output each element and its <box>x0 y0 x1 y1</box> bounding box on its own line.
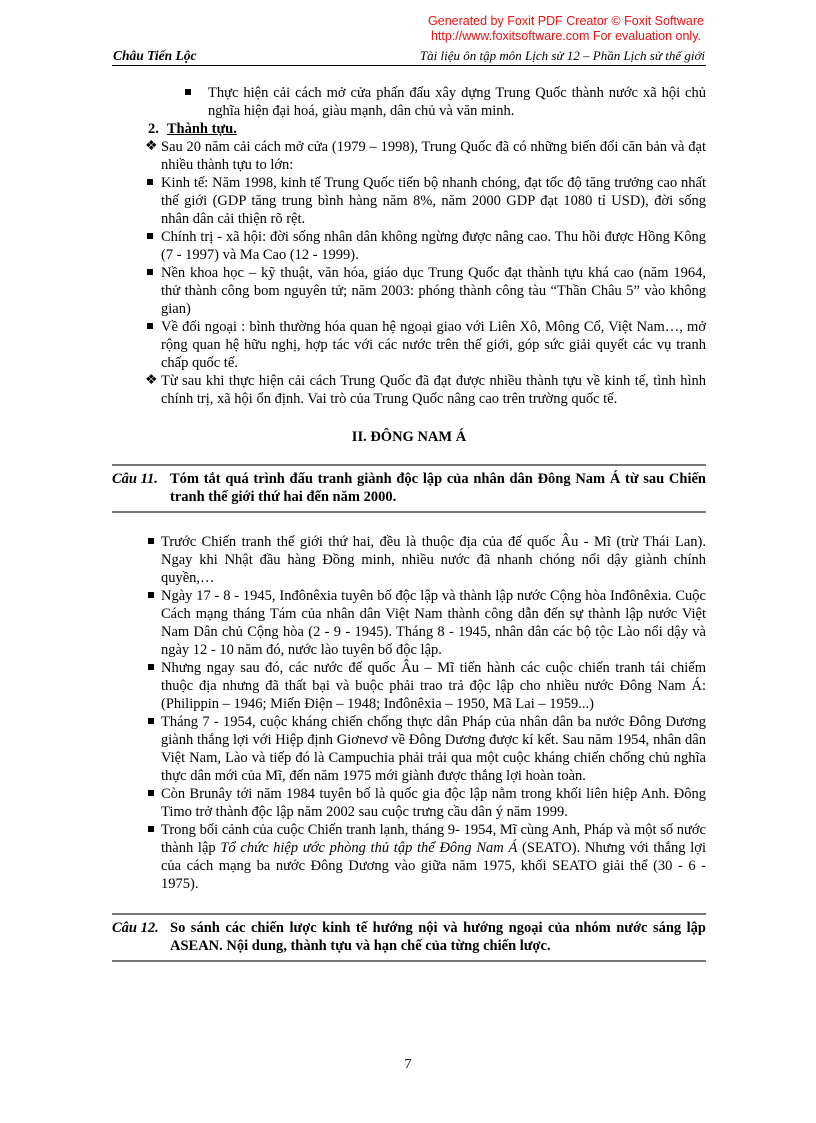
square-bullet-icon <box>147 233 153 239</box>
seato-full-name: Tổ chức hiệp ước phòng thủ tập thể Đông Nam Á <box>220 840 518 856</box>
square-bullet-icon <box>148 664 154 670</box>
diamond-bullet-icon: ❖ <box>145 139 158 154</box>
q11-bullet-text: Còn Brunây tới năm 1984 tuyên bố là quốc gia độc lập nằm trong khối liên hiệp Anh. Đông Timo trở thành độc lập năm 2002 sau cuộc trưng cầu dân ý năm 1999. <box>161 786 706 820</box>
achievement-item <box>112 318 706 372</box>
q11-bullet-text: Nhưng ngay sau đó, các nước đế quốc Âu – Mĩ tiến hành các cuộc chiến tranh tái chiếm thuộc địa nhưng đã thất bại và buộc phải trao trả độc lập cho nhiều nước Đông Nam Á: (Philippin – 1946; Miến Điện – 1948; Inđônêxia – 1950, Mã Lai – 1959...) <box>161 660 706 712</box>
achievements-conclusion-text: Từ sau khi thực hiện cải cách Trung Quốc đã đạt được nhiều thành tựu về kinh tế, tình hình chính trị, xã hội ổn định. Vai trò của Trung Quốc nâng cao trên trường quốc tế. <box>161 373 706 407</box>
q11-bullet-text: Ngày 17 - 8 - 1945, Inđônêxia tuyên bố độc lập và thành lập nước Cộng hòa Inđônêxia. Cuộc Cách mạng tháng Tám của nhân dân Việt Nam thành công dẫn đến sự thành lập nước Việt Nam Dân chủ Cộng hòa (2 - 9 - 1945). Tháng 8 - 1945, nhân dân các bộ tộc Lào nổi dậy và ngày 12 - 10 năm đó, nước lào tuyên bố độc lập. <box>161 588 706 658</box>
header-title: Tài liệu ôn tập môn Lịch sử 12 – Phần Lịch sử thế giới <box>419 48 705 63</box>
q11-bullet <box>112 533 706 587</box>
q11-bullet <box>112 587 706 659</box>
diamond-bullet-icon: ❖ <box>145 373 158 388</box>
square-bullet-icon <box>148 592 154 598</box>
reform-goal-bullet <box>112 84 706 120</box>
q11-bullet-text-before: Trong bối cảnh của cuộc Chiến tranh lạnh, tháng 9- 1954, Mĩ cùng Anh, Pháp và một số nước thành lập <box>161 822 706 856</box>
square-bullet-icon <box>148 538 154 544</box>
header-author: Châu Tiến Lộc <box>113 48 197 63</box>
reform-goal-text: Thực hiện cải cách mở cửa phấn đấu xây dựng Trung Quốc thành nước xã hội chủ nghĩa hiện đại hoá, giàu mạnh, dân chủ và văn minh. <box>208 85 706 119</box>
achievements-intro <box>112 138 706 174</box>
achievements-heading <box>112 120 706 138</box>
square-bullet-icon <box>147 323 153 329</box>
achievement-text: Về đối ngoại : bình thường hóa quan hệ ngoại giao với Liên Xô, Mông Cổ, Việt Nam…, mở rộng quan hệ hữu nghị, hợp tác với các nước trên thế giới, góp sức giải quyết các vụ tranh chấp quốc tế. <box>161 319 706 371</box>
question-11-box <box>112 464 706 513</box>
watermark-line-2: http://www.foxitsoftware.com For evaluation only. <box>430 29 702 43</box>
square-bullet-icon <box>148 718 154 724</box>
square-bullet-icon <box>185 89 191 95</box>
watermark-line-1: Generated by Foxit PDF Creator © Foxit Software <box>428 14 704 28</box>
question-12-label: Câu 12. <box>112 920 159 936</box>
square-bullet-icon <box>148 826 154 832</box>
q11-bullet-text-after: (SEATO). Nhưng với thắng lợi của cách mạng ba nước Đông Dương vào giữa năm 1975, khối SEATO giải thể (30 - 6 - 1975). <box>161 840 706 892</box>
q11-bullet-text: Tháng 7 - 1954, cuộc kháng chiến chống thực dân Pháp của nhân dân ba nước Đông Dương giành thắng lợi với Hiệp định Giơnevơ về Đông Dương được kí kết. Sau năm 1954, nhân dân Việt Nam, Lào và tiếp đó là Campuchia phải trải qua một cuộc kháng chiến chống chủ nghĩa thực dân mới của Mĩ, đến năm 1975 mới giành được thắng lợi hoàn toàn. <box>161 714 706 784</box>
page-number: 7 <box>404 1057 412 1072</box>
achievements-title: Thành tựu. <box>166 121 237 137</box>
q11-bullet <box>112 713 706 785</box>
achievements-conclusion <box>112 372 706 408</box>
q11-bullet <box>112 785 706 821</box>
page-content <box>112 84 706 962</box>
header-rule <box>112 65 706 66</box>
question-12-text: So sánh các chiến lược kinh tế hướng nội và hướng ngoại của nhóm nước sáng lập ASEAN. Nội dung, thành tựu và hạn chế của từng chiến lược. <box>170 920 706 954</box>
foxit-watermark <box>428 14 704 44</box>
achievement-item <box>112 264 706 318</box>
question-11-label: Câu 11. <box>112 471 158 487</box>
achievement-item <box>112 228 706 264</box>
question-11-text: Tóm tắt quá trình đấu tranh giành độc lập của nhân dân Đông Nam Á từ sau Chiến tranh thế giới thứ hai đến năm 2000. <box>170 471 706 505</box>
q11-bullet-text: Trước Chiến tranh thế giới thứ hai, đều là thuộc địa của đế quốc Âu - Mĩ (trừ Thái Lan). Ngay khi Nhật đầu hàng Đồng minh, nhiều nước đã nhanh chóng nổi dậy giành chính quyền,… <box>161 534 706 586</box>
square-bullet-icon <box>147 179 153 185</box>
section-title: II. ĐÔNG NAM Á <box>351 429 467 445</box>
achievement-text: Chính trị - xã hội: đời sống nhân dân không ngừng được nâng cao. Thu hồi được Hồng Kông (7 - 1997) và Ma Cao (12 - 1999). <box>161 229 706 263</box>
q11-bullet <box>112 821 706 893</box>
achievement-text: Nền khoa học – kỹ thuật, văn hóa, giáo dục Trung Quốc đạt thành tựu khá cao (năm 1964, thử thành công bom nguyên tử; năm 2003: phóng thành công tàu “Thần Châu 5” vào không gian) <box>161 265 706 317</box>
achievements-number: 2. <box>148 121 159 137</box>
q11-bullet <box>112 659 706 713</box>
achievement-text: Kinh tế: Năm 1998, kinh tế Trung Quốc tiến bộ nhanh chóng, đạt tốc độ tăng trưởng cao nhất thế giới (GDP tăng trung bình hàng năm 8%, năm 2000 GDP đạt 1080 tỉ USD), đời sống nhân dân cải thiện rõ rệt. <box>161 175 706 227</box>
square-bullet-icon <box>148 790 154 796</box>
achievement-item <box>112 174 706 228</box>
square-bullet-icon <box>147 269 153 275</box>
achievements-intro-text: Sau 20 năm cải cách mở cửa (1979 – 1998), Trung Quốc đã có những biến đổi căn bản và đạt nhiều thành tựu to lớn: <box>161 139 706 173</box>
question-12-box <box>112 913 706 962</box>
